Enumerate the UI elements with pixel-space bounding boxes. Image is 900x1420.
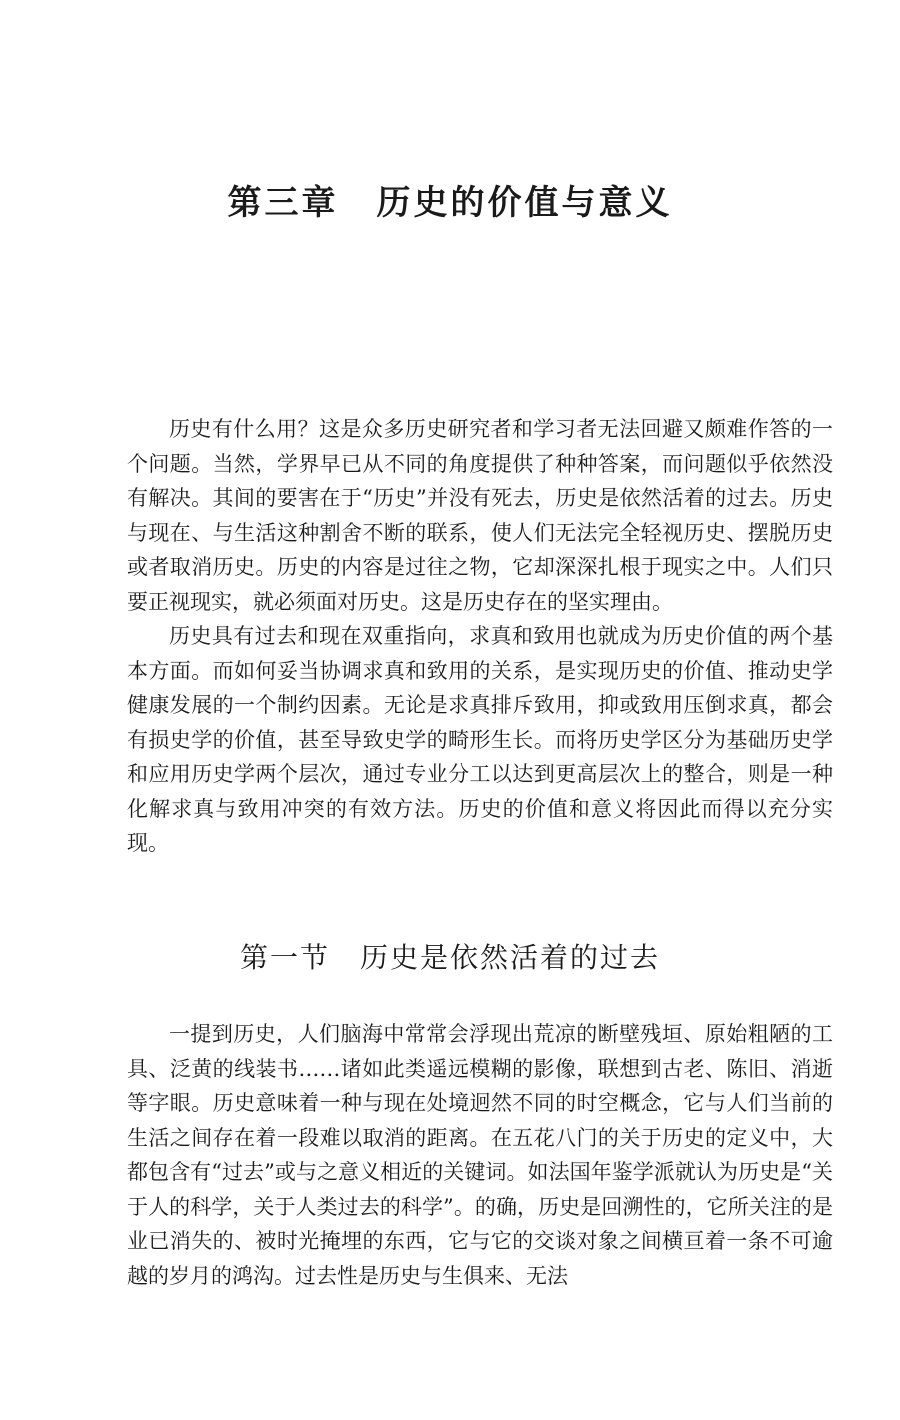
intro-paragraph: 历史有什么用？这是众多历史研究者和学习者无法回避又颇难作答的一个问题。当然，学界早已从不同的角度提供了种种答案，而问题似乎依然没有解决。其间的要害在于“历史”并没有死去，历史是依然活着的过去。历史与现在、与生活这种割舍不断的联系，使人们无法完全轻视历史、摆脱历史或者取消历史。历史的内容是过往之物，它却深深扎根于现实之中。人们只要正视现实，就必须面对历史。这是历史存在的坚实理由。 <box>127 417 833 614</box>
section-body <box>127 1017 833 1293</box>
chapter-intro <box>127 412 833 861</box>
chapter-name: 历史的价值与意义 <box>376 183 673 223</box>
section-name: 历史是依然活着的过去 <box>360 941 661 974</box>
body-paragraph: 一提到历史，人们脑海中常常会浮现出荒凉的断壁残垣、原始粗陋的工具、泛黄的线装书……诸如此类遥远模糊的影像，联想到古老、陈旧、消逝等字眼。历史意味着一种与现在处境迥然不同的时空概念，它与人们当前的生活之间存在着一段难以取消的距离。在五花八门的关于历史的定义中，大都包含有“过去”或与之意义相近的关键词。如法国年鉴学派就认为历史是“关于人的科学，关于人类过去的科学”。的确，历史是回溯性的，它所关注的是业已消失的、被时光掩埋的东西，它与它的交谈对象之间横亘着一条不可逾越的岁月的鸿沟。过去性是历史与生俱来、无法 <box>127 1022 833 1288</box>
section-number: 第一节 <box>239 941 330 974</box>
chapter-number: 第三章 <box>227 183 339 223</box>
chapter-title <box>0 183 900 223</box>
section-title <box>0 941 900 974</box>
intro-paragraph: 历史具有过去和现在双重指向，求真和致用也就成为历史价值的两个基本方面。而如何妥当协调求真和致用的关系，是实现历史的价值、推动史学健康发展的一个制约因素。无论是求真排斥致用，抑或致用压倒求真，都会有损史学的价值，甚至导致史学的畸形生长。而将历史学区分为基础历史学和应用历史学两个层次，通过专业分工以达到更高层次上的整合，则是一种化解求真与致用冲突的有效方法。历史的价值和意义将因此而得以充分实现。 <box>127 624 833 855</box>
